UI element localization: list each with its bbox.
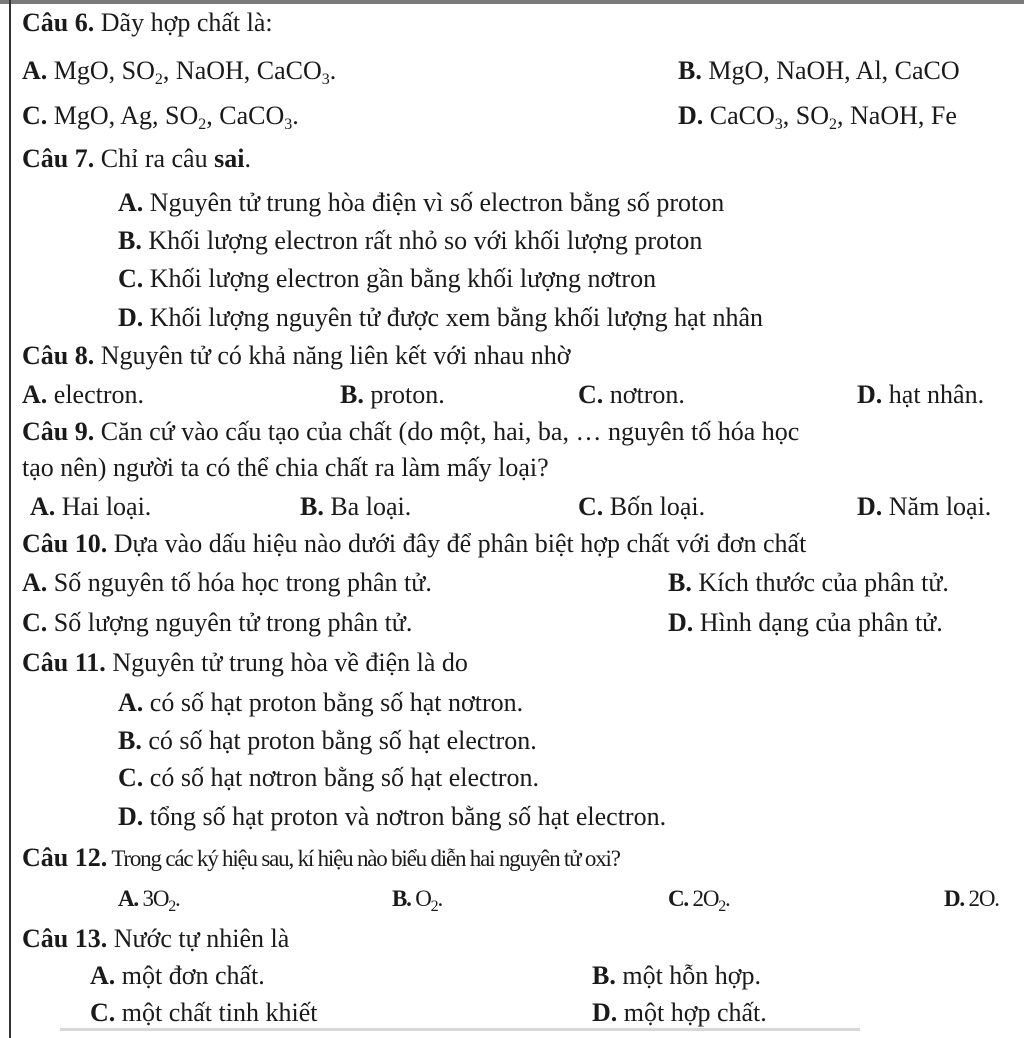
left-border — [9, 0, 11, 1038]
q13-option-d: D. một hợp chất. — [592, 998, 767, 1027]
q8-option-c: C. nơtron. — [578, 380, 685, 409]
question-13-label: Câu 13. — [22, 924, 108, 953]
q9-option-d: D. Năm loại. — [857, 492, 992, 521]
question-11-label: Câu 11. — [22, 648, 106, 677]
q10-option-a: A. Số nguyên tố hóa học trong phân tử. — [22, 568, 432, 597]
q6-option-b: B. MgO, NaOH, Al, CaCO — [678, 56, 960, 85]
q8-option-d: D. hạt nhân. — [857, 380, 985, 409]
q7-option-d: D. Khối lượng nguyên tử được xem bằng khối lượng hạt nhân — [118, 303, 763, 332]
question-9-stem-cont: tạo nên) người ta có thể chia chất ra làm mấy loại? — [22, 453, 549, 482]
question-12-label: Câu 12. — [22, 843, 108, 872]
question-7-stem: Câu 7. Chỉ ra câu sai. — [22, 144, 251, 173]
q13-option-b: B. một hỗn hợp. — [592, 961, 762, 990]
q8-option-b: B. proton. — [340, 380, 445, 409]
question-8-label: Câu 8. — [22, 341, 95, 370]
q7-option-a: A. Nguyên tử trung hòa điện vì số electron bằng số proton — [118, 188, 725, 217]
q9-option-b: B. Ba loại. — [300, 492, 412, 521]
q8-option-a: A. electron. — [22, 380, 145, 409]
top-border — [0, 0, 1024, 4]
question-9-label: Câu 9. — [22, 417, 95, 446]
q10-option-c: C. Số lượng nguyên tử trong phân tử. — [22, 608, 413, 637]
q12-option-b: B. $O_2$. — [392, 886, 443, 915]
q11-option-d: D. tổng số hạt proton và nơtron bằng số hạt electron. — [118, 802, 667, 831]
bottom-border — [60, 1028, 860, 1031]
q10-option-d: D. Hình dạng của phân tử. — [668, 608, 943, 637]
q13-option-c: C. một chất tinh khiết — [90, 998, 318, 1027]
question-12-stem: Câu 12. Trong các ký hiệu sau, kí hiệu nào biểu diễn hai nguyên tử oxi? — [22, 843, 620, 872]
question-11-stem: Câu 11. Nguyên tử trung hòa về điện là do — [22, 648, 468, 677]
q9-option-a: A. Hai loại. — [30, 492, 152, 521]
q12-option-a: A. $3O_2$. — [118, 886, 180, 915]
question-9-stem: Câu 9. Căn cứ vào cấu tạo của chất (do một, hai, ba, … nguyên tố hóa học — [22, 417, 800, 446]
q12-option-d: D. 2O. — [944, 886, 999, 911]
question-10-label: Câu 10. — [22, 529, 108, 558]
q12-option-c: C. $2O_2$. — [668, 886, 730, 915]
question-10-stem: Câu 10. Dựa vào dấu hiệu nào dưới đây để phân biệt hợp chất với đơn chất — [22, 529, 807, 558]
question-6-stem: Câu 6. Dãy hợp chất là: — [22, 8, 273, 37]
q7-option-c: C. Khối lượng electron gần bằng khối lượng nơtron — [118, 264, 657, 293]
question-8-stem: Câu 8. Nguyên tử có khả năng liên kết với nhau nhờ — [22, 341, 571, 370]
q10-option-b: B. Kích thước của phân tử. — [668, 568, 949, 597]
q11-option-c: C. có số hạt nơtron bằng số hạt electron. — [118, 763, 539, 792]
q6-option-d: D. CaCO$_3$, $SO_2$, NaOH, Fe — [678, 101, 957, 133]
question-7-label: Câu 7. — [22, 144, 95, 173]
q11-option-b: B. có số hạt proton bằng số hạt electron. — [118, 726, 537, 755]
question-6-label: Câu 6. — [22, 8, 95, 37]
q6-option-a: A. MgO, $SO_2$, NaOH, CaCO$_3$. — [22, 56, 337, 88]
question-13-stem: Câu 13. Nước tự nhiên là — [22, 924, 290, 953]
q6-option-c: C. MgO, Ag, $SO_2$, CaCO$_3$. — [22, 101, 299, 133]
q11-option-a: A. có số hạt proton bằng số hạt nơtron. — [118, 688, 524, 717]
q9-option-c: C. Bốn loại. — [578, 492, 706, 521]
q7-option-b: B. Khối lượng electron rất nhỏ so với khối lượng proton — [118, 226, 703, 255]
q13-option-a: A. một đơn chất. — [90, 961, 265, 990]
